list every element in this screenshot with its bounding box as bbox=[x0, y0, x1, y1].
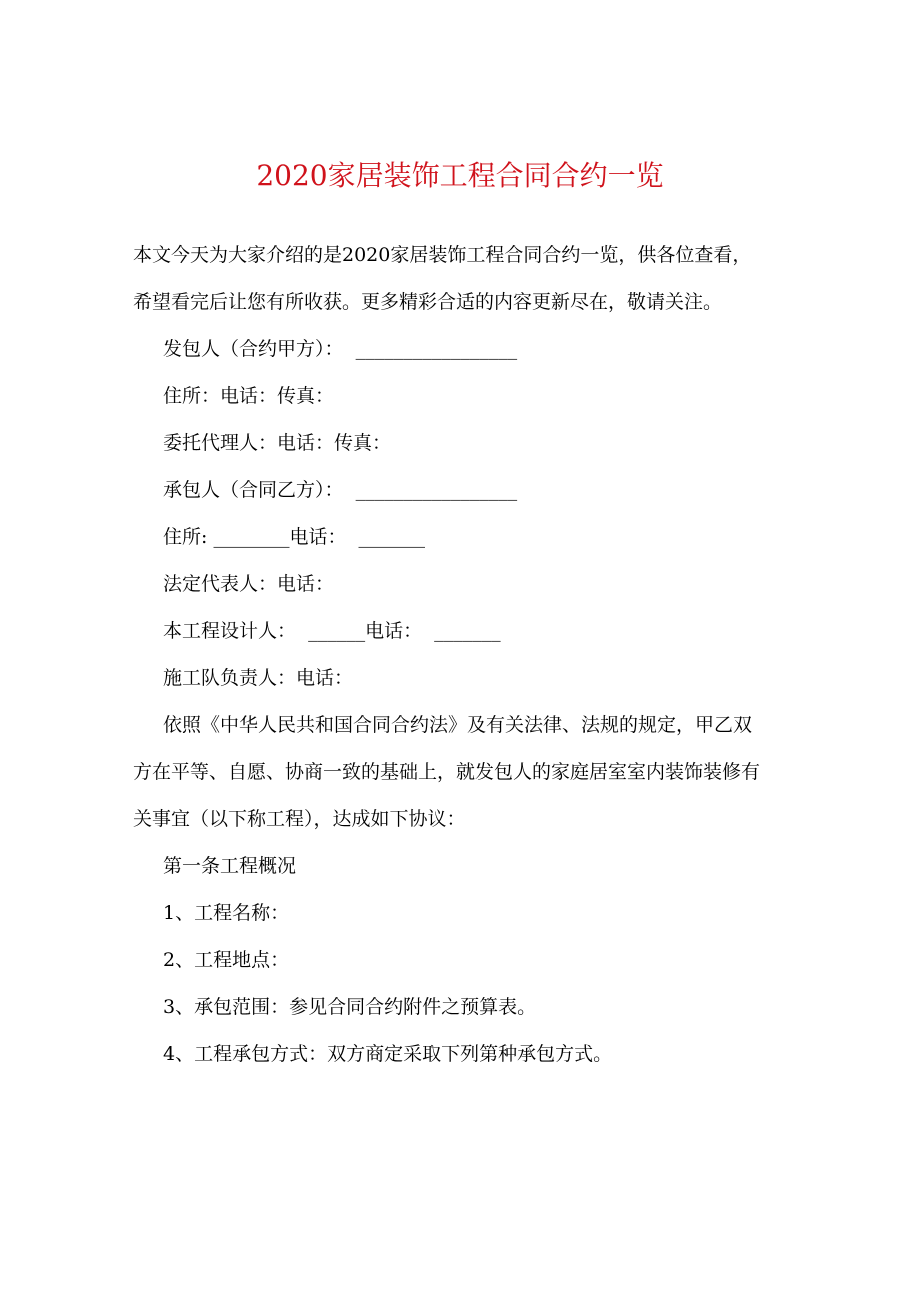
article-1-item: 3、承包范围：参见合同合约附件之预算表。 bbox=[163, 996, 537, 1018]
document-title: 2020家居装饰工程合同合约一览 bbox=[256, 159, 664, 192]
legal-rep-field: 法定代表人：电话： bbox=[163, 573, 335, 595]
intro-line-2: 希望看完后让您有所收获。更多精彩合适的内容更新尽在，敬请关注。 bbox=[133, 291, 723, 313]
preamble-line-3: 关事宜（以下称工程），达成如下协议： bbox=[133, 808, 466, 830]
team-leader-field: 施工队负责人：电话： bbox=[163, 667, 354, 689]
employer-address-field: 住所：电话：传真： bbox=[163, 385, 335, 407]
preamble-line-1: 依照《中华人民共和国合同合约法》及有关法律、法规的规定，甲乙双 bbox=[163, 714, 753, 736]
employer-field: 发包人（合约甲方）： _________________ bbox=[163, 338, 518, 360]
contractor-field: 承包人（合同乙方）： _________________ bbox=[163, 479, 518, 501]
preamble-line-2: 方在平等、自愿、协商一致的基础上，就发包人的家庭居室室内装饰装修有 bbox=[133, 761, 761, 783]
article-1-item: 4、工程承包方式：双方商定采取下列第种承包方式。 bbox=[163, 1043, 613, 1065]
intro-line-1: 本文今天为大家介绍的是2020家居装饰工程合同合约一览，供各位查看， bbox=[133, 244, 752, 266]
contractor-address-field: 住所: ________电话： _______ bbox=[163, 526, 426, 548]
article-1-heading: 第一条工程概况 bbox=[163, 855, 297, 877]
agent-field: 委托代理人：电话：传真： bbox=[163, 432, 392, 454]
designer-field: 本工程设计人： ______电话： _______ bbox=[163, 620, 501, 642]
article-1-item: 2、工程地点： bbox=[163, 949, 290, 971]
article-1-item: 1、工程名称： bbox=[163, 902, 290, 924]
